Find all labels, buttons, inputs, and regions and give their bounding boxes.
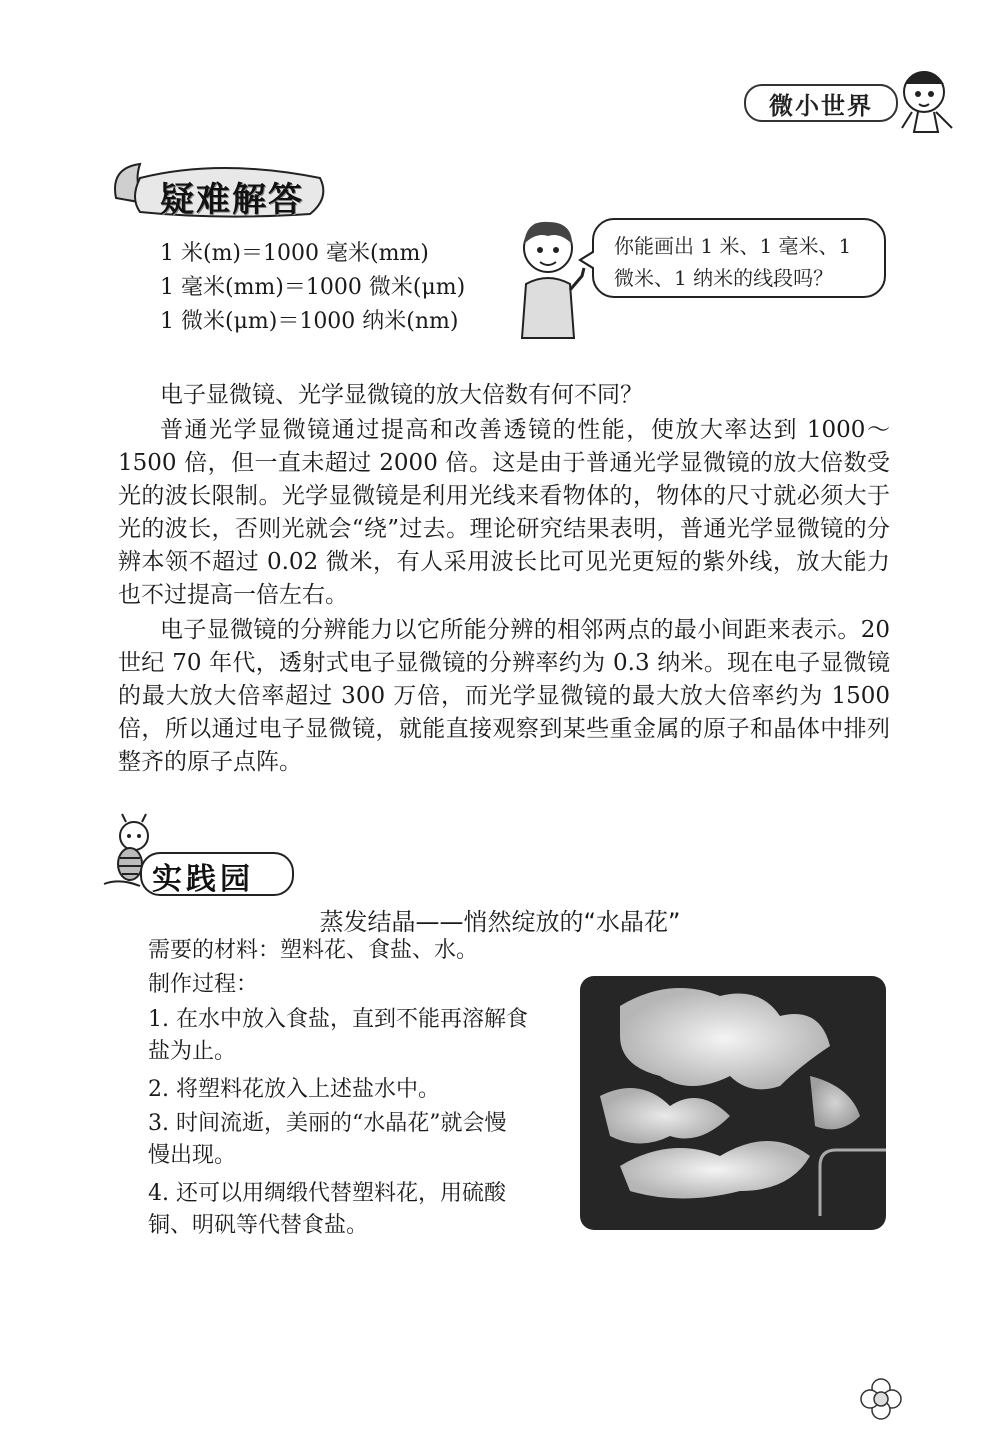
- paragraph-optical: 普通光学显微镜通过提高和改善透镜的性能，使放大率达到 1000～1500 倍，但一直未超过 2000 倍。这是由于普通光学显微镜的放大倍数受光的波长限制。光学显微镜是利用光线来看物体的，物体的尺寸就必须大于光的波长，否则光就会“绕”过去。理论研究结果表明，普通光学显微镜的分辨本领不超过 0.02 微米，有人采用波长比可见光更短的紫外线，放大能力也不过提高一倍左右。: [118, 417, 890, 608]
- cartoon-girl-icon: [894, 62, 964, 142]
- boy-illustration-icon: [508, 214, 588, 344]
- step-item: 3. 时间流逝，美丽的“水晶花”就会慢慢出现。: [148, 1111, 507, 1168]
- page-flower-icon: [856, 1374, 906, 1424]
- series-header: [744, 62, 964, 142]
- materials-text: 需要的材料：塑料花、食盐、水。: [148, 938, 479, 963]
- qa-section-title: 疑难解答: [160, 180, 304, 220]
- question-text: 电子显微镜、光学显微镜的放大倍数有何不同？: [160, 382, 643, 408]
- practice-section-title: 实践园: [152, 862, 254, 897]
- series-title: 微小世界: [744, 84, 898, 122]
- step-item: 2. 将塑料花放入上述盐水中。: [148, 1077, 440, 1102]
- experiment-title: 蒸发结晶——悄然绽放的“水晶花”: [319, 908, 681, 936]
- step-item: 1. 在水中放入食盐，直到不能再溶解食盐为止。: [148, 1007, 528, 1064]
- process-label: 制作过程：: [148, 972, 259, 997]
- crystal-flower-photo: [580, 976, 886, 1230]
- conversion-line: 1 米(m)＝1000 毫米(mm): [160, 241, 429, 266]
- conversion-line: 1 毫米(mm)＝1000 微米(μm): [160, 275, 466, 300]
- step-item: 4. 还可以用绸缎代替塑料花，用硫酸铜、明矾等代替食盐。: [148, 1181, 506, 1238]
- speech-bubble-text: 你能画出 1 米、1 毫米、1 微米、1 纳米的线段吗？: [614, 234, 852, 290]
- speech-bubble: [592, 218, 886, 298]
- conversion-line: 1 微米(μm)＝1000 纳米(nm): [160, 309, 459, 334]
- paragraph-electron: 电子显微镜的分辨能力以它所能分辨的相邻两点的最小间距来表示。20 世纪 70 年代，透射式电子显微镜的分辨率约为 0.3 纳米。现在电子显微镜的最大放大倍率超过 300 万倍，而光学显微镜的最大放大倍率约为 1500 倍，所以通过电子显微镜，就能直接观察到某些重金属的原子和晶体中排列整齐的原子点阵。: [118, 617, 890, 775]
- crystal-flower-image: [580, 976, 886, 1230]
- qa-section-header: [110, 158, 330, 220]
- practice-section-header: [100, 812, 280, 897]
